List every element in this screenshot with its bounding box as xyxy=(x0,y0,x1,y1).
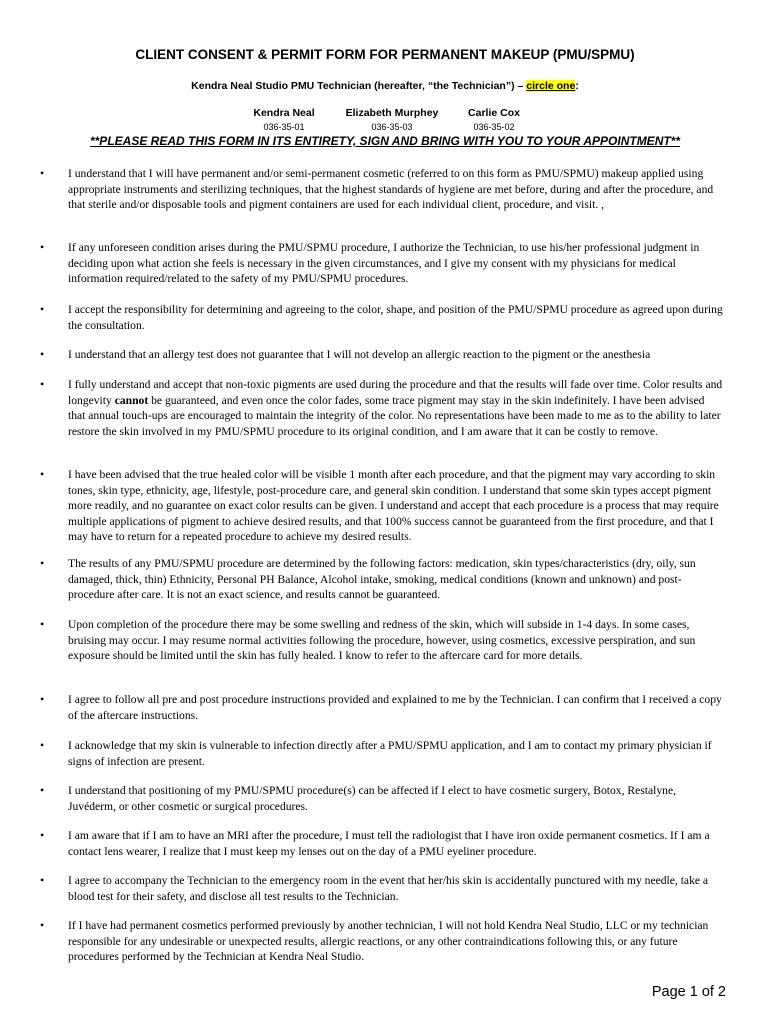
bullet-icon: • xyxy=(40,918,45,932)
technician-line xyxy=(0,80,770,92)
text-part: I fully understand and accept that non-toxic pigments are used during the procedure and that the results will fade over time. Color results and longevity xyxy=(68,378,723,407)
text-part: be guaranteed, and even once the color fades, some trace pigment may stay in the skin indefinitely. I have been advised that annual touch-ups are encouraged to maintain the integrity of the color. No representations have been made to me as to the ability to later restore the skin involved in my PMU/SPMU procedure to its original condition, and I am aware that it can be costly to remove. xyxy=(68,393,721,438)
list-item-text: I have been advised that the true healed color will be visible 1 month after each procedure, and that the pigment may vary according to skin tones, skin type, ethnicity, age, lifestyle, post-procedure care, and general skin condition. I understand that some skin types accept pigment more readily, and no guarantee on exact color results can be given. I understand and accept that each procedure is a process that may require multiple applications of pigment to achieve desired results, and that 100% success cannot be guaranteed from the first procedure, and that I may have to return for a repeated procedure to achieve my desired results. xyxy=(68,468,719,544)
technician-option xyxy=(335,107,449,132)
technician-line-suffix: : xyxy=(575,80,579,92)
bullet-icon: • xyxy=(40,783,45,797)
bullet-icon: • xyxy=(40,692,45,706)
list-item-text: I acknowledge that my skin is vulnerable to infection directly after a PMU/SPMU application, and I am to contact my primary physician if signs of infection are present. xyxy=(68,739,712,768)
technician-option xyxy=(458,107,530,132)
form-title: CLIENT CONSENT & PERMIT FORM FOR PERMANENT MAKEUP (PMU/SPMU) xyxy=(135,47,635,62)
list-item-text: I am aware that if I am to have an MRI after the procedure, I must tell the radiologist that I have iron oxide permanent cosmetics. If I am a contact lens wearer, I realize that I must keep my lenses out on the day of a PMU eyeliner procedure. xyxy=(68,829,710,858)
list-item-text: I agree to follow all pre and post procedure instructions provided and explained to me by the Technician. I can confirm that I received a copy of the aftercare instructions. xyxy=(68,693,722,722)
list-item-text: The results of any PMU/SPMU procedure are determined by the following factors: medication, skin types/characteristics (dry, oily, sun damaged, thick, thin) Ethnicity, Personal PH Balance, Alcohol intake, smoking, medical conditions (known and unknown) and post-procedure after care. It is not an exact science, and results cannot be guaranteed. xyxy=(68,557,696,602)
technician-id: 036-35-02 xyxy=(473,122,515,132)
list-item-text: If I have had permanent cosmetics performed previously by another technician, I will not hold Kendra Neal Studio, LLC or my technician responsible for any undesirable or unexpected results, allergic reactions, or any other contraindications following this, or any future procedures performed by the Technician at Kendra Neal Studio. xyxy=(68,919,709,964)
bullet-icon: • xyxy=(40,617,45,631)
list-item-text: I understand that an allergy test does not guarantee that I will not develop an allergic reaction to the pigment or the anesthesia xyxy=(68,348,651,361)
list-item-text: Upon completion of the procedure there may be some swelling and redness of the skin, which will subside in 1-4 days. In some cases, bruising may occur. I may resume normal activities following the procedure, however, using cosmetics, excessive perspiration, and sun exposure should be limited until the skin has fully healed. I know to refer to the aftercare card for more details. xyxy=(68,618,696,663)
list-item-text: I accept the responsibility for determining and agreeing to the color, shape, and position of the PMU/SPMU procedure as agreed upon during the consultation. xyxy=(68,303,723,332)
technician-line-prefix: Kendra Neal Studio PMU Technician (hereafter, “the Technician”) – xyxy=(191,80,527,92)
bullet-icon: • xyxy=(40,467,45,481)
bullet-icon: • xyxy=(40,738,45,752)
technician-name: Carlie Cox xyxy=(468,107,520,119)
bullet-icon: • xyxy=(40,302,45,316)
bullet-icon: • xyxy=(40,166,45,180)
list-item-text: I understand that I will have permanent and/or semi-permanent cosmetic (referred to on this form as PMU/SPMU) makeup applied using appropriate instruments and sterilizing techniques, that the highest standards of hygiene are met before, during and after the procedure, and that sterile and/or disposable tools and pigment containers are used for each individual client, procedure, and visit. , xyxy=(68,167,714,212)
list-item-text xyxy=(68,377,724,439)
technician-id: 036-35-03 xyxy=(371,122,413,132)
emphasis-text: cannot xyxy=(114,393,149,407)
technician-name: Kendra Neal xyxy=(253,107,315,119)
bullet-icon: • xyxy=(40,828,45,842)
page-number: Page 1 of 2 xyxy=(651,984,726,1000)
list-item-text: I agree to accompany the Technician to the emergency room in the event that her/his skin is accidentally punctured with my needle, take a blood test for their safety, and disclose all test results to the Technician. xyxy=(68,874,709,903)
list-item-text: If any unforeseen condition arises during the PMU/SPMU procedure, I authorize the Technician, to use his/her professional judgment in deciding upon what action she feels is necessary in the given circumstances, and I give my consent with my physicians for medical information required/related to the safety of my PMU/SPMU procedures. xyxy=(68,241,700,286)
bullet-icon: • xyxy=(40,347,45,361)
technician-name: Elizabeth Murphey xyxy=(345,107,439,119)
list-item-text: I understand that positioning of my PMU/SPMU procedure(s) can be affected if I elect to have cosmetic surgery, Botox, Restalyne, Juvéderm, or other cosmetic or surgical procedures. xyxy=(68,784,676,813)
bullet-icon: • xyxy=(40,873,45,887)
technician-id: 036-35-01 xyxy=(263,122,305,132)
bullet-icon: • xyxy=(40,556,45,570)
circle-one-highlight: circle one xyxy=(526,80,576,92)
bullet-icon: • xyxy=(40,240,45,254)
read-notice: **PLEASE READ THIS FORM IN ITS ENTIRETY, SIGN AND BRING WITH YOU TO YOUR APPOINTMENT** xyxy=(89,134,681,148)
technician-option xyxy=(246,107,322,132)
bullet-icon: • xyxy=(40,377,45,391)
